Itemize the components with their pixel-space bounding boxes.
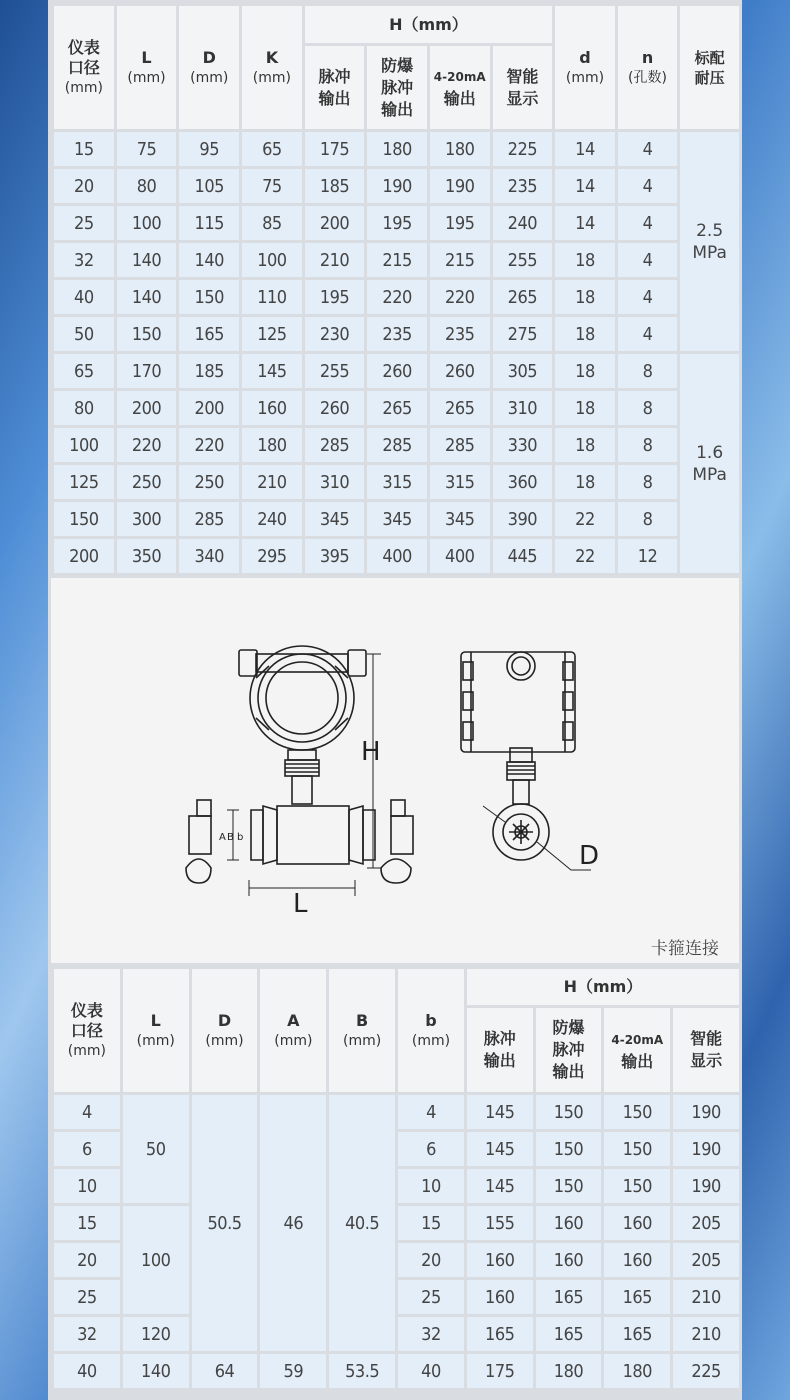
H-cell: 160 [604,1206,670,1240]
table-cell: 315 [367,465,427,499]
table-cell: 185 [305,169,365,203]
table-cell: 18 [555,280,615,314]
header-H-ex-pulse: 防爆 脉冲 输出 [367,46,427,129]
table-cell: 215 [430,243,490,277]
table-cell: 180 [367,132,427,166]
pressure-value: 2.5 [696,220,724,241]
table-cell: 225 [493,132,553,166]
H-cell: 210 [673,1280,739,1314]
table-cell: 250 [179,465,239,499]
table-cell: 140 [179,243,239,277]
L-cell: 120 [123,1317,189,1351]
label-D: D [579,841,600,871]
table-cell: 18 [555,354,615,388]
label-L: L [293,889,308,919]
size-cell: 25 [54,1280,120,1314]
table-row [54,502,739,536]
table-row [54,1206,739,1240]
header-pressure: 标配 耐压 [680,6,739,129]
H-cell: 160 [467,1280,533,1314]
table-cell: 190 [430,169,490,203]
table-cell: 140 [117,243,177,277]
table-cell: 8 [618,465,677,499]
table-cell: 285 [367,428,427,462]
pressure-cell [680,354,739,573]
table-row [54,317,739,351]
label-B: B [227,832,234,843]
table-cell: 40 [54,280,114,314]
table-cell: 100 [242,243,302,277]
H-cell: 150 [536,1095,602,1129]
table-cell: 4 [618,317,677,351]
H-cell: 190 [673,1169,739,1203]
size-cell: 15 [54,1206,120,1240]
table-cell: 220 [367,280,427,314]
header-d: d (mm) [555,6,615,129]
table-cell: 240 [493,206,553,240]
table-cell: 4 [618,280,677,314]
table-cell: 195 [430,206,490,240]
label-A: A [219,832,226,843]
table-cell: 265 [367,391,427,425]
table-cell: 360 [493,465,553,499]
H-cell: 160 [536,1206,602,1240]
header2-D: D (mm) [192,969,258,1092]
H-cell: 205 [673,1206,739,1240]
table-cell: 260 [430,354,490,388]
table-cell: 260 [305,391,365,425]
H-cell: 165 [536,1280,602,1314]
table-cell: 315 [430,465,490,499]
table-cell: 18 [555,391,615,425]
H-cell: 190 [673,1095,739,1129]
table-cell: 25 [54,206,114,240]
table-cell: 80 [117,169,177,203]
table-cell: 95 [179,132,239,166]
table-cell: 22 [555,502,615,536]
size-cell: 4 [54,1095,120,1129]
header-H-pulse: 脉冲 输出 [305,46,365,129]
H-cell: 205 [673,1243,739,1277]
header-H-smart: 智能 显示 [493,46,553,129]
b-cell: 6 [398,1132,464,1166]
table-cell: 265 [493,280,553,314]
table-cell: 14 [555,206,615,240]
table-cell: 65 [54,354,114,388]
H-cell: 145 [467,1169,533,1203]
table-cell: 8 [618,428,677,462]
side-view [461,652,591,870]
D-cell: 64 [192,1354,258,1388]
header-n: n (孔数) [618,6,677,129]
b-cell: 25 [398,1280,464,1314]
H-cell: 150 [536,1132,602,1166]
header-H-group: H（mm） [305,6,552,43]
table-cell: 215 [367,243,427,277]
table-row [54,1354,739,1388]
pressure-unit: MPa [692,464,727,485]
table-cell: 185 [179,354,239,388]
table-row [54,1317,739,1351]
size-cell: 40 [54,1354,120,1388]
table-cell: 235 [493,169,553,203]
H-cell: 165 [467,1317,533,1351]
L-cell: 100 [123,1206,189,1314]
size-cell: 6 [54,1132,120,1166]
table-cell: 200 [179,391,239,425]
H-cell: 165 [536,1317,602,1351]
table-cell: 340 [179,539,239,573]
A-cell: 46 [260,1095,326,1351]
H-cell: 180 [604,1354,670,1388]
table-cell: 165 [179,317,239,351]
front-view [186,646,413,896]
table-cell: 4 [618,169,677,203]
table-cell: 32 [54,243,114,277]
L-cell: 140 [123,1354,189,1388]
table-cell: 180 [242,428,302,462]
header-size: 仪表 口径 (mm) [54,6,114,129]
D-cell: 50.5 [192,1095,258,1351]
table-cell: 345 [430,502,490,536]
table-row [54,391,739,425]
header2-H-pulse: 脉冲 输出 [467,1008,533,1092]
table-cell: 195 [305,280,365,314]
size-cell: 32 [54,1317,120,1351]
table-cell: 110 [242,280,302,314]
table-cell: 255 [305,354,365,388]
table-row [54,428,739,462]
pressure-value: 1.6 [696,442,724,463]
table-cell: 305 [493,354,553,388]
clamp-spec-table [51,966,742,1391]
B-cell: 40.5 [329,1095,395,1351]
table-cell: 400 [430,539,490,573]
table-cell: 200 [54,539,114,573]
header2-H-smart: 智能 显示 [673,1008,739,1092]
table-cell: 295 [242,539,302,573]
table-cell: 250 [117,465,177,499]
table-cell: 400 [367,539,427,573]
table-cell: 145 [242,354,302,388]
table-cell: 175 [305,132,365,166]
table-cell: 190 [367,169,427,203]
diagram-caption: 卡箍连接 [651,939,719,959]
header2-A: A (mm) [260,969,326,1092]
table-cell: 180 [430,132,490,166]
H-cell: 160 [467,1243,533,1277]
table-cell: 260 [367,354,427,388]
H-cell: 150 [536,1169,602,1203]
table-cell: 100 [54,428,114,462]
header2-L: L (mm) [123,969,189,1092]
table-cell: 65 [242,132,302,166]
table-cell: 115 [179,206,239,240]
H-cell: 150 [604,1095,670,1129]
table-row [54,465,739,499]
table-cell: 4 [618,206,677,240]
pressure-unit: MPa [692,242,727,263]
table-cell: 200 [117,391,177,425]
table-cell: 125 [54,465,114,499]
table-cell: 220 [430,280,490,314]
H-cell: 145 [467,1095,533,1129]
table-row [54,354,739,388]
b-cell: 15 [398,1206,464,1240]
table-cell: 200 [305,206,365,240]
header-L: L (mm) [117,6,177,129]
H-cell: 165 [604,1317,670,1351]
header2-size: 仪表 口径 (mm) [54,969,120,1092]
b-cell: 40 [398,1354,464,1388]
table-cell: 160 [242,391,302,425]
H-cell: 175 [467,1354,533,1388]
table-cell: 75 [117,132,177,166]
table-cell: 22 [555,539,615,573]
table-cell: 150 [117,317,177,351]
H-cell: 180 [536,1354,602,1388]
table-cell: 395 [305,539,365,573]
table-row [54,132,739,166]
table-cell: 330 [493,428,553,462]
table-cell: 235 [430,317,490,351]
header-K: K (mm) [242,6,302,129]
table-cell: 235 [367,317,427,351]
table-cell: 140 [117,280,177,314]
table-cell: 285 [430,428,490,462]
table-cell: 350 [117,539,177,573]
table-cell: 220 [117,428,177,462]
table-cell: 255 [493,243,553,277]
size-cell: 10 [54,1169,120,1203]
table-cell: 80 [54,391,114,425]
table-row [54,169,739,203]
table-cell: 8 [618,354,677,388]
H-cell: 150 [604,1169,670,1203]
table-cell: 210 [242,465,302,499]
H-cell: 210 [673,1317,739,1351]
H-cell: 150 [604,1132,670,1166]
B-cell: 53.5 [329,1354,395,1388]
table-cell: 15 [54,132,114,166]
table-cell: 4 [618,243,677,277]
table-cell: 75 [242,169,302,203]
flowmeter-drawing [51,578,739,963]
table-cell: 14 [555,132,615,166]
label-H: H [361,737,381,767]
table-cell: 285 [179,502,239,536]
table-cell: 18 [555,428,615,462]
table-cell: 14 [555,169,615,203]
table-cell: 18 [555,243,615,277]
table-cell: 105 [179,169,239,203]
table-cell: 345 [305,502,365,536]
table-cell: 125 [242,317,302,351]
b-cell: 20 [398,1243,464,1277]
table-cell: 310 [493,391,553,425]
flange-spec-table [51,3,742,576]
b-cell: 10 [398,1169,464,1203]
table-cell: 240 [242,502,302,536]
L-cell: 50 [123,1095,189,1203]
H-cell: 165 [604,1280,670,1314]
table-row [54,243,739,277]
table-cell: 4 [618,132,677,166]
table-cell: 20 [54,169,114,203]
table-cell: 18 [555,317,615,351]
header-H-4-20mA: 4-20mA 输出 [430,46,490,129]
table-cell: 445 [493,539,553,573]
table-row [54,280,739,314]
header2-B: B (mm) [329,969,395,1092]
table-cell: 50 [54,317,114,351]
table-cell: 195 [367,206,427,240]
size-cell: 20 [54,1243,120,1277]
H-cell: 225 [673,1354,739,1388]
table-cell: 85 [242,206,302,240]
table-cell: 8 [618,502,677,536]
H-cell: 155 [467,1206,533,1240]
b-cell: 4 [398,1095,464,1129]
table-row [54,206,739,240]
table-cell: 230 [305,317,365,351]
H-cell: 190 [673,1132,739,1166]
table-cell: 150 [179,280,239,314]
table-cell: 345 [367,502,427,536]
table-cell: 8 [618,391,677,425]
label-b: b [237,832,244,843]
b-cell: 32 [398,1317,464,1351]
H-cell: 160 [536,1243,602,1277]
pressure-cell [680,132,739,351]
table-row [54,1095,739,1129]
header2-H-4-20mA: 4-20mA 输出 [604,1008,670,1092]
table-cell: 285 [305,428,365,462]
header2-H-group: H（mm） [467,969,739,1005]
table-cell: 170 [117,354,177,388]
table-row [54,539,739,573]
table-cell: 12 [618,539,677,573]
table-cell: 220 [179,428,239,462]
header-D: D (mm) [179,6,239,129]
header2-H-ex-pulse: 防爆 脉冲 输出 [536,1008,602,1092]
H-cell: 160 [604,1243,670,1277]
table-cell: 100 [117,206,177,240]
table-cell: 150 [54,502,114,536]
table-cell: 265 [430,391,490,425]
H-cell: 145 [467,1132,533,1166]
table-cell: 275 [493,317,553,351]
table-cell: 18 [555,465,615,499]
spec-panel [48,0,742,1400]
table-cell: 300 [117,502,177,536]
table-cell: 210 [305,243,365,277]
table-cell: 310 [305,465,365,499]
dimension-diagram [51,578,739,963]
A-cell: 59 [260,1354,326,1388]
header2-b: b (mm) [398,969,464,1092]
table-cell: 390 [493,502,553,536]
